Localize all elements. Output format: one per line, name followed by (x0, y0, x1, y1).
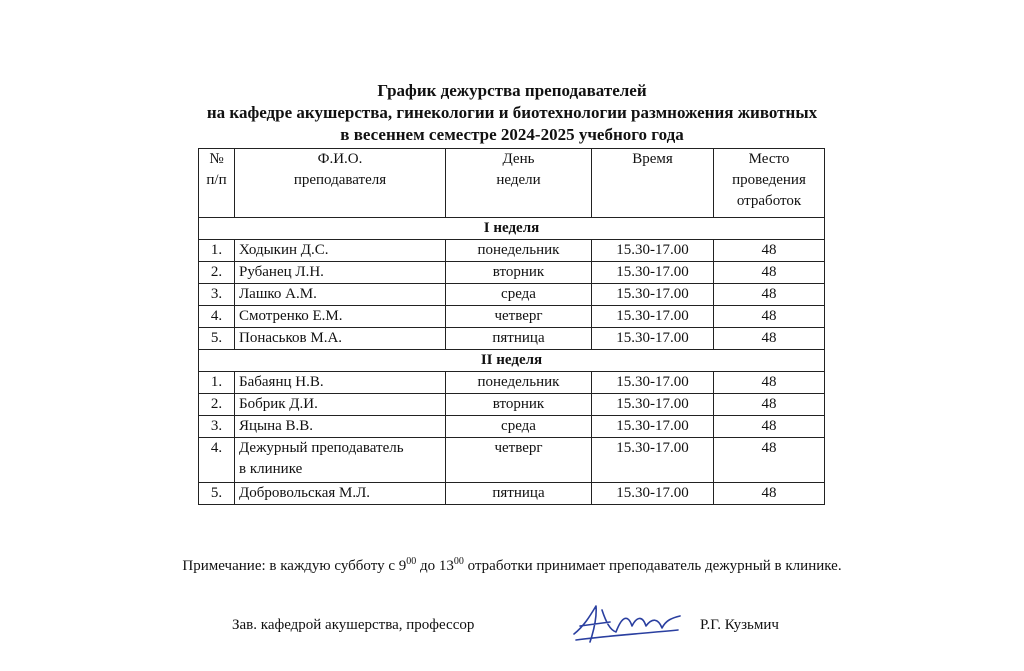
cell-place: 48 (714, 483, 825, 505)
cell-name-line: Понаськов М.А. (239, 330, 343, 346)
note-sup-1: 00 (406, 556, 417, 567)
cell-day: четверг (446, 438, 592, 483)
table-row (199, 328, 825, 350)
cell-num: 5. (199, 483, 235, 505)
cell-time: 15.30-17.00 (592, 284, 714, 306)
week-header-row (199, 350, 825, 372)
cell-place: 48 (714, 306, 825, 328)
header-name-line-2: преподавателя (293, 172, 387, 188)
cell-name (235, 328, 446, 350)
cell-time: 15.30-17.00 (592, 328, 714, 350)
signatory-name: Р.Г. Кузьмич (700, 617, 779, 633)
cell-day: понедельник (446, 372, 592, 394)
header-num-line-1: № (209, 151, 224, 167)
cell-name (235, 483, 446, 505)
table-row (199, 284, 825, 306)
cell-place: 48 (714, 416, 825, 438)
cell-name-line: Бабаянц Н.В. (239, 374, 324, 390)
cell-day: среда (446, 416, 592, 438)
cell-name-line: Рубанец Л.Н. (239, 264, 324, 280)
header-place (714, 149, 825, 218)
cell-name (235, 372, 446, 394)
cell-day: четверг (446, 306, 592, 328)
table-row (199, 240, 825, 262)
cell-num: 2. (199, 394, 235, 416)
note-sup-2: 00 (453, 556, 464, 567)
cell-num: 1. (199, 372, 235, 394)
cell-place: 48 (714, 394, 825, 416)
table-row (199, 372, 825, 394)
header-day-line-1: День (502, 151, 535, 167)
table-row (199, 306, 825, 328)
header-place-line-3: отработок (736, 193, 802, 209)
header-time-line-1: Время (632, 151, 673, 167)
table-row (199, 394, 825, 416)
cell-place: 48 (714, 372, 825, 394)
cell-name-line: в клинике (239, 461, 303, 477)
header-name-line-1: Ф.И.О. (317, 151, 363, 167)
cell-name (235, 416, 446, 438)
cell-time: 15.30-17.00 (592, 394, 714, 416)
cell-place: 48 (714, 284, 825, 306)
cell-time: 15.30-17.00 (592, 306, 714, 328)
cell-time: 15.30-17.00 (592, 262, 714, 284)
title-line-3: в весеннем семестре 2024-2025 учебного года (340, 125, 684, 144)
cell-name-line: Смотренко Е.М. (239, 308, 343, 324)
cell-num: 3. (199, 284, 235, 306)
note-suffix: отработки принимает преподаватель дежурный в клинике. (463, 558, 842, 574)
header-time (592, 149, 714, 218)
note-prefix: Примечание: в каждую субботу с 9 (182, 558, 407, 574)
week-label: I неделя (199, 218, 825, 240)
duty-schedule-table (198, 148, 825, 505)
cell-num: 2. (199, 262, 235, 284)
cell-time: 15.30-17.00 (592, 372, 714, 394)
cell-day: пятница (446, 483, 592, 505)
cell-name (235, 262, 446, 284)
cell-name-line: Ходыкин Д.С. (239, 242, 329, 258)
header-place-line-2: проведения (732, 172, 806, 188)
cell-time: 15.30-17.00 (592, 240, 714, 262)
cell-name-line: Лашко А.М. (239, 286, 317, 302)
cell-name (235, 284, 446, 306)
header-place-line-1: Место (748, 151, 790, 167)
cell-time: 15.30-17.00 (592, 483, 714, 505)
cell-place: 48 (714, 240, 825, 262)
cell-name (235, 394, 446, 416)
signatory-position: Зав. кафедрой акушерства, профессор (232, 617, 475, 633)
cell-name-line: Добровольская М.Л. (239, 485, 371, 501)
footnote (0, 556, 1024, 575)
cell-name-line: Яцына В.В. (239, 418, 314, 434)
header-day (446, 149, 592, 218)
table-row (199, 438, 825, 483)
cell-place: 48 (714, 438, 825, 483)
cell-num: 5. (199, 328, 235, 350)
cell-time: 15.30-17.00 (592, 416, 714, 438)
header-name (235, 149, 446, 218)
header-day-line-2: недели (496, 172, 541, 188)
cell-day: понедельник (446, 240, 592, 262)
document-title (0, 80, 1024, 146)
week-header-row (199, 218, 825, 240)
title-line-2: на кафедре акушерства, гинекологии и биотехнологии размножения животных (206, 103, 818, 122)
cell-num: 3. (199, 416, 235, 438)
cell-num: 1. (199, 240, 235, 262)
cell-num: 4. (199, 306, 235, 328)
table-header-row (199, 149, 825, 218)
week-label: II неделя (199, 350, 825, 372)
cell-name (235, 240, 446, 262)
note-middle: до 13 (416, 558, 454, 574)
cell-num: 4. (199, 438, 235, 483)
cell-day: вторник (446, 394, 592, 416)
cell-name (235, 306, 446, 328)
cell-day: пятница (446, 328, 592, 350)
cell-name-line: Бобрик Д.И. (239, 396, 318, 412)
table-row (199, 262, 825, 284)
table-row (199, 483, 825, 505)
handwritten-signature (566, 596, 686, 648)
header-num-line-2: п/п (206, 172, 227, 188)
cell-place: 48 (714, 262, 825, 284)
cell-day: среда (446, 284, 592, 306)
cell-name-line: Дежурный преподаватель (239, 440, 404, 456)
cell-time: 15.30-17.00 (592, 438, 714, 483)
title-line-1: График дежурства преподавателей (377, 81, 647, 100)
cell-day: вторник (446, 262, 592, 284)
cell-place: 48 (714, 328, 825, 350)
header-num (199, 149, 235, 218)
cell-name (235, 438, 446, 483)
table-row (199, 416, 825, 438)
